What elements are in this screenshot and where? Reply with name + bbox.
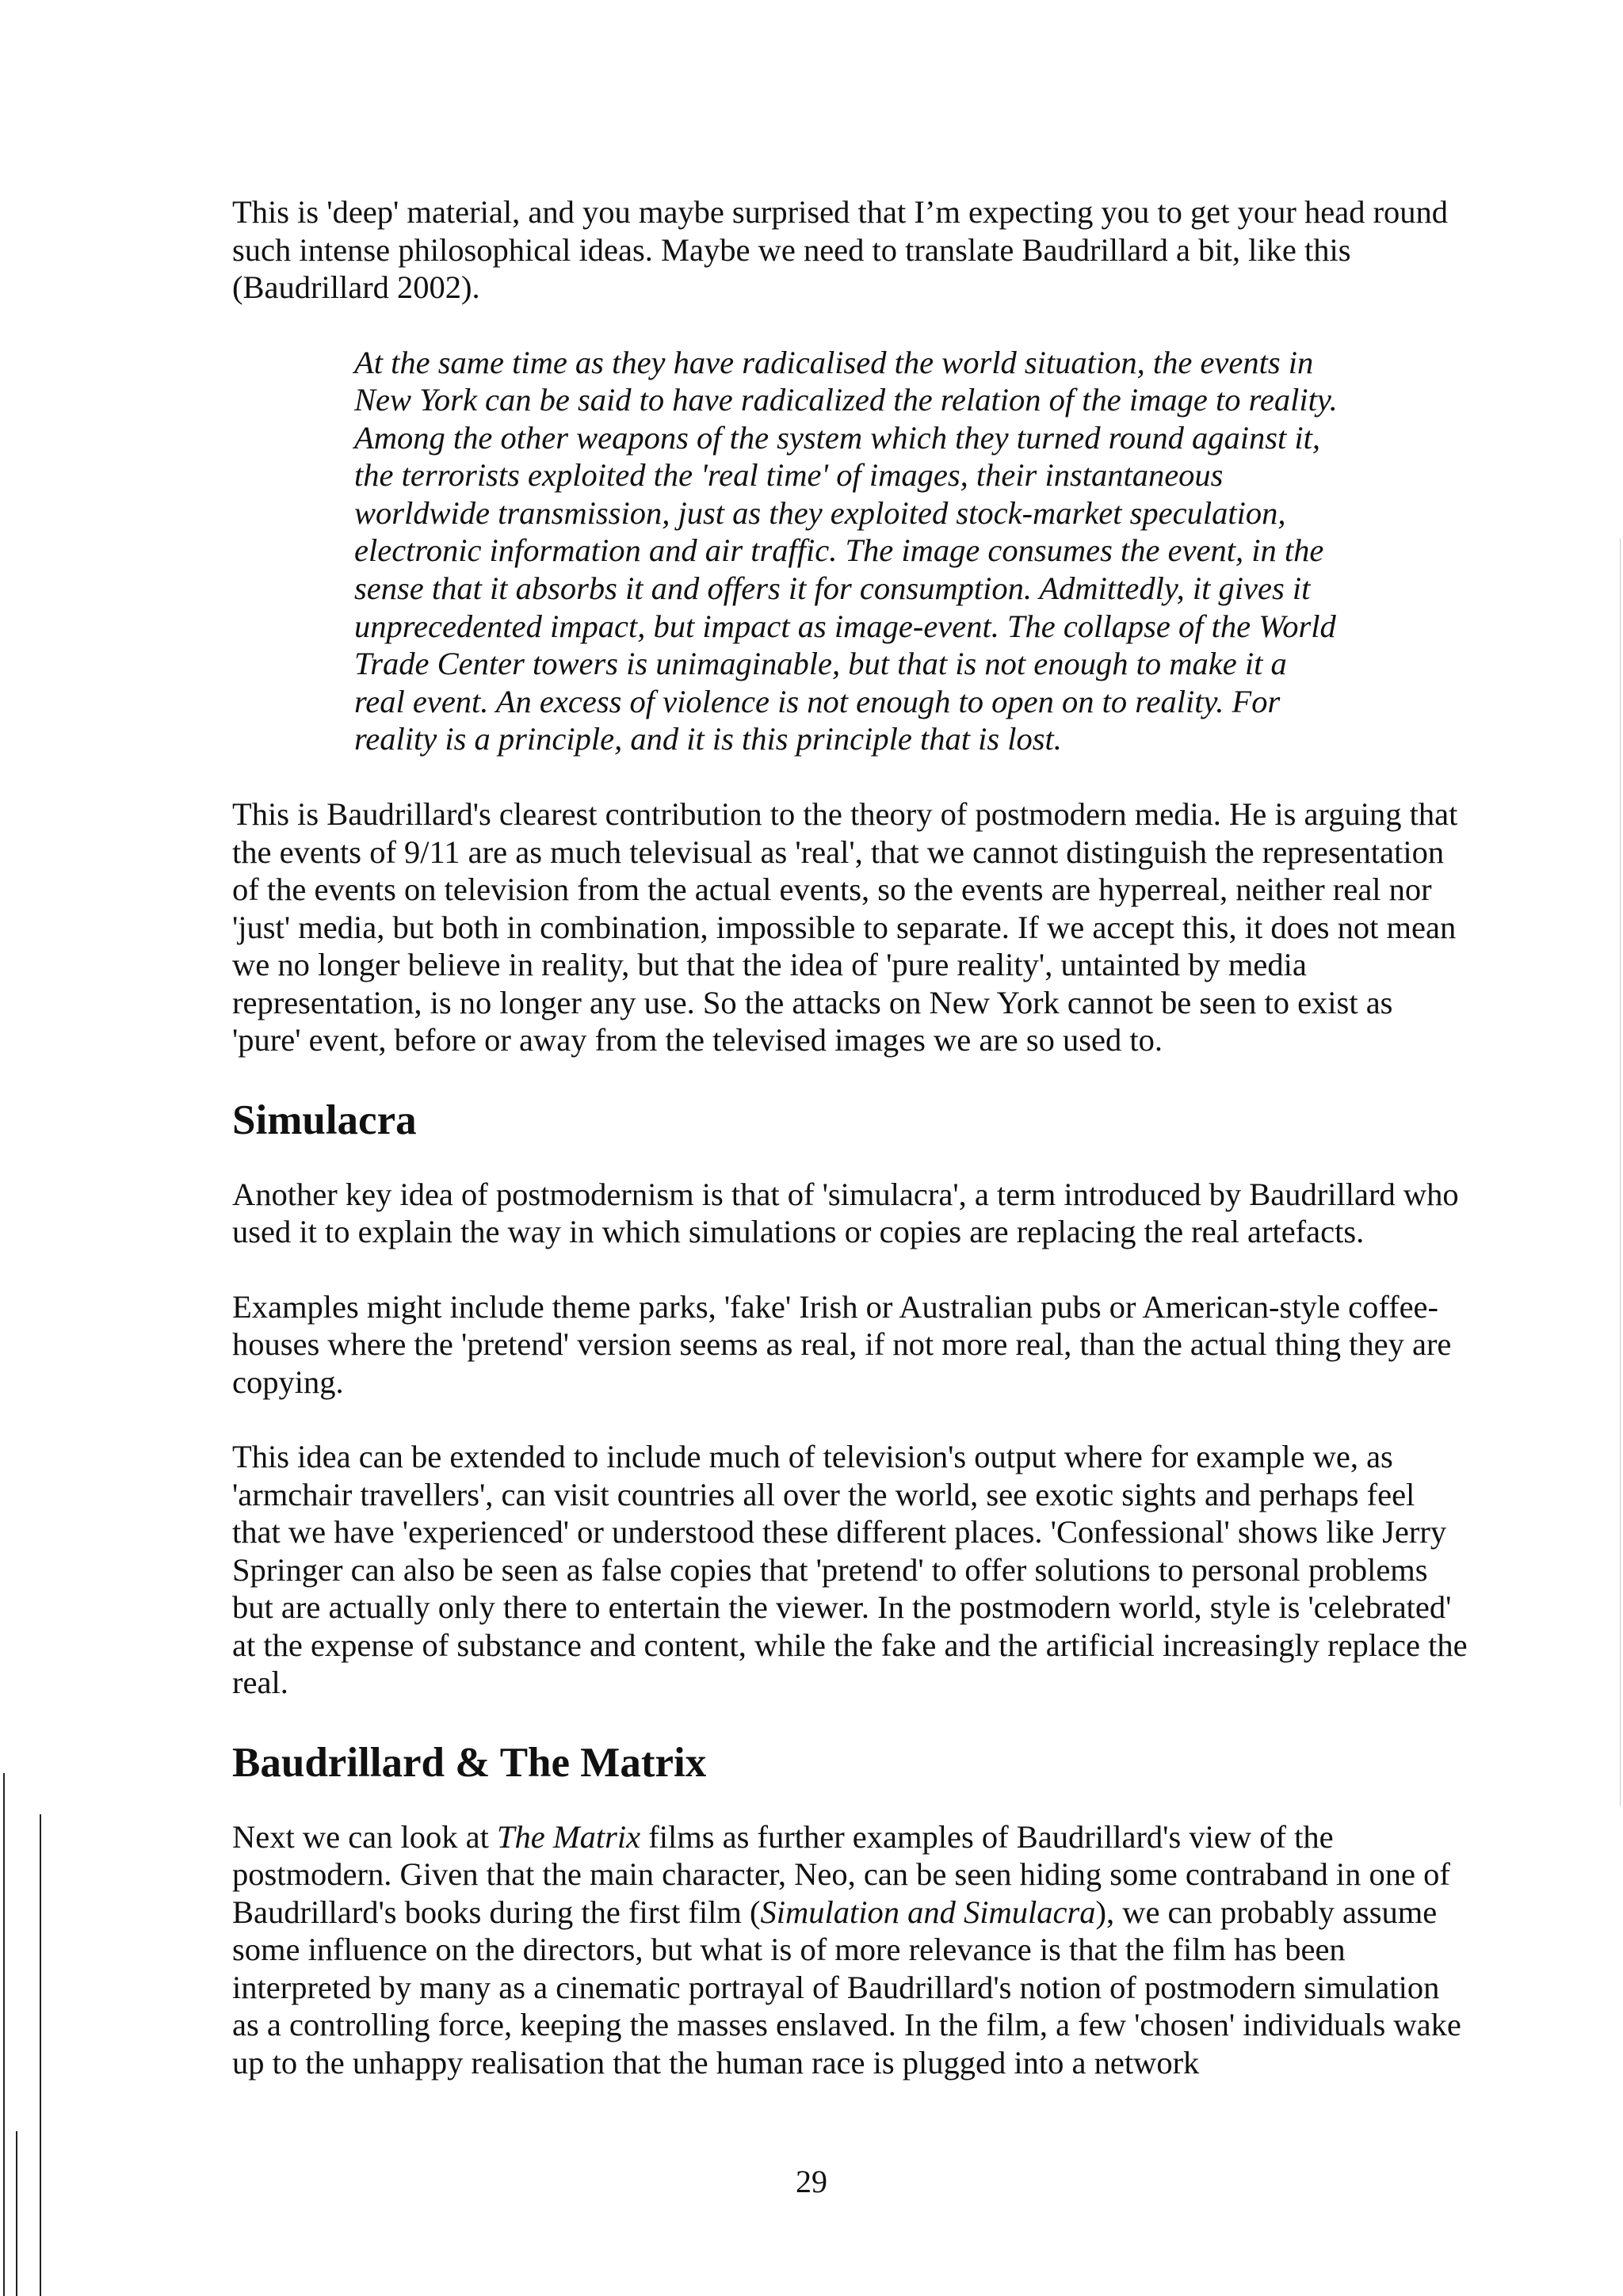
page-number: 29 — [796, 2164, 827, 2199]
simulation-book-title: Simulation and Simulacra — [760, 1894, 1096, 1930]
hyperreal-paragraph: This is Baudrillard's clearest contribution to the theory of postmodern media. He is arguing that the events of 9/11 are as much televisual as 'real', that we cannot distinguish the representation of the events on television from the actual events, so the events are hyperreal, neither real nor 'just' media, but both in combination, impossible to separate. If we accept this, it does not mean we no longer believe in reality, but that the idea of 'pure reality', untainted by media representation, is no longer any use. So the attacks on New York cannot be seen to exist as 'pure' event, before or away from the televised images we are so used to. — [232, 796, 1458, 1058]
matrix-text-b: films as further examples of Baudrillard's view of the postmodern. Given that the main character, Neo, can be seen hiding some contraband in one of Baudrillard's books during the first film ( — [232, 1818, 1450, 1930]
scan-edge-line-left-3 — [16, 2131, 17, 2296]
simulacra-paragraph-2: Examples might include theme parks, 'fake' Irish or Australian pubs or American-style coffee-houses where the 'pretend' version seems as real, if not more real, than the actual thing they are copying. — [232, 1288, 1452, 1400]
simulacra-heading: Simulacra — [232, 1097, 417, 1143]
matrix-heading: Baudrillard & The Matrix — [232, 1739, 707, 1786]
matrix-text-a: Next we can look at — [232, 1818, 498, 1855]
scan-edge-line-left-2 — [40, 1814, 41, 2296]
page-content — [232, 193, 1468, 2119]
matrix-text-c: ), we can probably assume some influence on the directors, but what is of more relevance is that the film has been interpreted by many as a cinematic portrayal of Baudrillard's notion of postmodern simulation as a controlling force, keeping the masses enslaved. In the film, a few 'chosen' individuals wake up to the unhappy realisation that the human race is plugged into a network — [232, 1894, 1461, 2081]
intro-paragraph: This is 'deep' material, and you maybe surprised that I’m expecting you to get your head round such intense philosophical ideas. Maybe we need to translate Baudrillard a bit, like this (Baudrillard 2002). — [232, 194, 1449, 305]
scan-edge-line-right — [1620, 539, 1621, 1806]
matrix-paragraph — [232, 1818, 1468, 2082]
simulacra-paragraph-3: This idea can be extended to include much of television's output where for example we, as 'armchair travellers', can visit countries all over the world, see exotic sights and perhaps feel that we have 'experienced' or understood these different places. 'Confessional' shows like Jerry Springer can also be seen as false copies that 'pretend' to offer solutions to personal problems but are actually only there to entertain the viewer. In the postmodern world, style is 'celebrated' at the expense of substance and content, while the fake and the artificial increasingly replace the real. — [232, 1439, 1468, 1701]
baudrillard-quote: At the same time as they have radicalised the world situation, the events in New York can be said to have radicalized the relation of the image to reality. Among the other weapons of the system which they turned round against it, the terrorists exploited the 'real time' of images, their instantaneous worldwide transmission, just as they exploited stock-market speculation, electronic information and air traffic. The image consumes the event, in the sense that it absorbs it and offers it for consumption. Admittedly, it gives it unprecedented impact, but impact as image-event. The collapse of the World Trade Center towers is unimaginable, but that is not enough to make it a real event. An excess of violence is not enough to open on to reality. For reality is a principle, and it is this principle that is lost. — [354, 344, 1338, 757]
simulacra-paragraph-1: Another key idea of postmodernism is that of 'simulacra', a term introduced by Baudrillard who used it to explain the way in which simulations or copies are replacing the real artefacts. — [232, 1176, 1459, 1250]
scan-edge-line-left-1 — [3, 1773, 5, 2296]
matrix-film-title: The Matrix — [497, 1818, 641, 1855]
